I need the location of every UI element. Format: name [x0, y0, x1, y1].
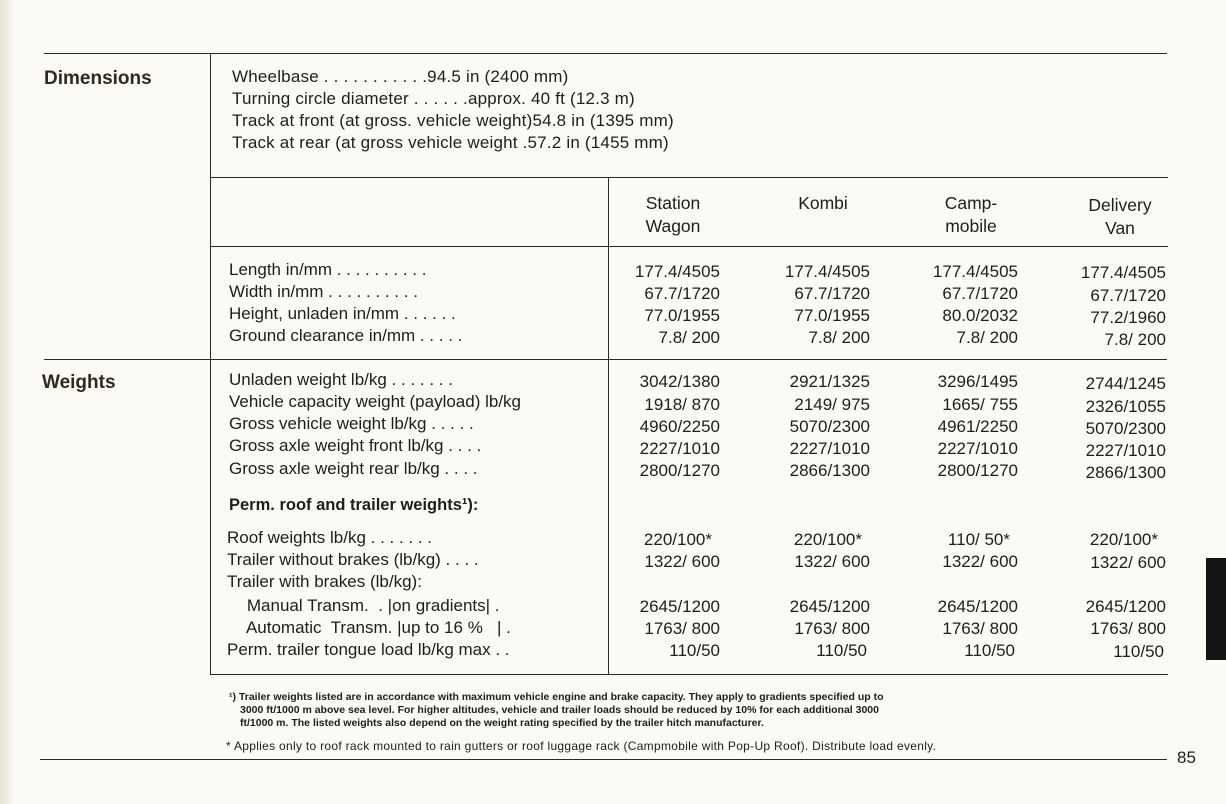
- table-bottom-rule: [210, 674, 1168, 675]
- row-label: Manual Transm. . |on gradients| .: [228, 596, 500, 615]
- cell-value: 2921/1325: [789, 372, 870, 391]
- column-header-bottom-rule: [210, 246, 1168, 247]
- row-label: Width in/mm . . . . . . . . . .: [229, 282, 418, 301]
- column-header-kombi: Kombi: [798, 193, 848, 213]
- cell-value: 110/50: [964, 641, 1015, 660]
- cell-value: 110/50: [1113, 642, 1164, 661]
- dimensions-block: [232, 66, 674, 154]
- cell-value: 3296/1495: [937, 372, 1018, 391]
- row-label: Unladen weight lb/kg . . . . . . .: [229, 370, 453, 389]
- cell-value: 1322/ 600: [794, 552, 870, 571]
- cell-value: 2227/1010: [937, 439, 1018, 458]
- cell-value: 1763/ 800: [794, 619, 870, 638]
- cell-value: 1763/ 800: [1090, 619, 1166, 638]
- cell-value: 77.0/1955: [794, 306, 870, 325]
- row-label: Trailer without brakes (lb/kg) . . . .: [227, 550, 479, 569]
- dimension-line-track-rear: Track at rear (at gross vehicle weight .57.2 in (1455 mm): [232, 133, 669, 152]
- cell-value: 2866/1300: [789, 461, 870, 480]
- cell-value: 2744/1245: [1085, 374, 1166, 393]
- cell-value: 2326/1055: [1085, 397, 1166, 416]
- row-label: Length in/mm . . . . . . . . . .: [229, 260, 427, 279]
- column-header-station-wagon: Station Wagon: [645, 193, 701, 236]
- cell-value: 7.8/ 200: [956, 328, 1018, 347]
- cell-value: 2866/1300: [1085, 463, 1166, 482]
- cell-value: 1918/ 870: [644, 395, 720, 414]
- row-label: Gross axle weight front lb/kg . . . .: [229, 436, 482, 455]
- row-label: Gross vehicle weight lb/kg . . . . .: [229, 414, 474, 433]
- column-header-delivery-van: Delivery Van: [1088, 195, 1152, 238]
- dimension-line-track-front: Track at front (at gross. vehicle weight)54.8 in (1395 mm): [232, 111, 674, 130]
- cell-value: 4960/2250: [639, 417, 720, 436]
- cell-value: 1322/ 600: [942, 552, 1018, 571]
- cell-value: 2645/1200: [789, 597, 870, 616]
- section-title-dimensions: Dimensions: [44, 68, 152, 89]
- cell-value: 2149/ 975: [794, 395, 870, 414]
- cell-value: 3042/1380: [639, 372, 720, 391]
- column-header-top-rule: [210, 177, 1168, 178]
- cell-value: 77.2/1960: [1090, 308, 1166, 327]
- cell-value: 110/50: [669, 641, 720, 660]
- section-title-weights: Weights: [42, 372, 116, 393]
- cell-value: 7.8/ 200: [808, 328, 870, 347]
- row-label: Perm. trailer tongue load lb/kg max . .: [227, 640, 510, 659]
- footnote-trailer-line-3: ft/1000 m. The listed weights also depend on the weight rating specified by the trailer hitch manufacturer.: [240, 717, 764, 729]
- cell-value: 5070/2300: [1085, 419, 1166, 438]
- cell-value: 220/100*: [793, 530, 862, 549]
- cell-value: 1322/ 600: [644, 552, 720, 571]
- row-label: Vehicle capacity weight (payload) lb/kg: [229, 392, 521, 411]
- cell-value: 110/50: [816, 641, 867, 660]
- column-header-campmobile: Camp- mobile: [944, 193, 998, 236]
- cell-value: 7.8/ 200: [1104, 330, 1166, 349]
- cell-value: 1763/ 800: [644, 619, 720, 638]
- cell-value: 4961/2250: [937, 417, 1018, 436]
- cell-value: 177.4/4505: [634, 262, 720, 281]
- page-number: 85: [1177, 748, 1196, 767]
- footnote-roof-rack: * Applies only to roof rack mounted to rain gutters or roof luggage rack (Campmobile with Pop-Up Roof). Distribute load evenly.: [226, 739, 937, 753]
- row-label: Height, unladen in/mm . . . . . .: [229, 304, 456, 323]
- cell-value: 2645/1200: [639, 597, 720, 616]
- row-label: Gross axle weight rear lb/kg . . . .: [229, 459, 478, 478]
- dimension-line-wheelbase: Wheelbase . . . . . . . . . . .94.5 in (2400 mm): [232, 67, 569, 86]
- cell-value: 2645/1200: [1085, 597, 1166, 616]
- cell-value: 177.4/4505: [784, 262, 870, 281]
- cell-value: 80.0/2032: [942, 306, 1018, 325]
- cell-value: 7.8/ 200: [658, 328, 720, 347]
- row-label: Automatic Transm. |up to 16 % | .: [228, 618, 511, 637]
- footnote-trailer-line-1: ¹) Trailer weights listed are in accordance with maximum vehicle engine and brake capacity. They apply to gradients specified up to: [229, 691, 884, 703]
- row-label: Ground clearance in/mm . . . . .: [229, 326, 463, 345]
- cell-value: 1322/ 600: [1090, 553, 1166, 572]
- cell-value: 220/100*: [643, 530, 712, 549]
- top-rule: [44, 53, 1167, 54]
- cell-value: 177.4/4505: [932, 262, 1018, 281]
- cell-value: 2227/1010: [1085, 441, 1166, 460]
- cell-value: 67.7/1720: [942, 284, 1018, 303]
- page-spine-shadow: [0, 0, 14, 804]
- cell-value: 67.7/1720: [644, 284, 720, 303]
- cell-value: 67.7/1720: [1090, 286, 1166, 305]
- cell-value: 2800/1270: [937, 461, 1018, 480]
- dimension-line-turning-circle: Turning circle diameter . . . . . .approx. 40 ft (12.3 m): [232, 89, 635, 108]
- perm-weights-heading: Perm. roof and trailer weights¹):: [229, 496, 479, 514]
- row-label: Roof weights lb/kg . . . . . . .: [227, 528, 433, 547]
- cell-value: 2645/1200: [937, 597, 1018, 616]
- weights-section-rule: [44, 359, 1167, 360]
- cell-value: 1665/ 755: [942, 395, 1018, 414]
- footer-rule: [40, 759, 1167, 760]
- label-column-divider: [210, 53, 211, 674]
- cell-value: 2800/1270: [639, 461, 720, 480]
- cell-value: 220/100*: [1089, 530, 1158, 549]
- cell-value: 2227/1010: [789, 439, 870, 458]
- cell-value: 177.4/4505: [1080, 263, 1166, 282]
- cell-value: 77.0/1955: [644, 306, 720, 325]
- cell-value: 2227/1010: [639, 439, 720, 458]
- cell-value: 1763/ 800: [942, 619, 1018, 638]
- section-thumb-tab: [1206, 558, 1226, 660]
- footnote-trailer-line-2: 3000 ft/1000 m above sea level. For higher altitudes, vehicle and trailer loads should be reduced by 10% for each additional 3000: [240, 704, 879, 716]
- row-label: Trailer with brakes (lb/kg):: [227, 572, 422, 591]
- cell-value: 110/ 50*: [947, 530, 1010, 549]
- cell-value: 5070/2300: [789, 417, 870, 436]
- cell-value: 67.7/1720: [794, 284, 870, 303]
